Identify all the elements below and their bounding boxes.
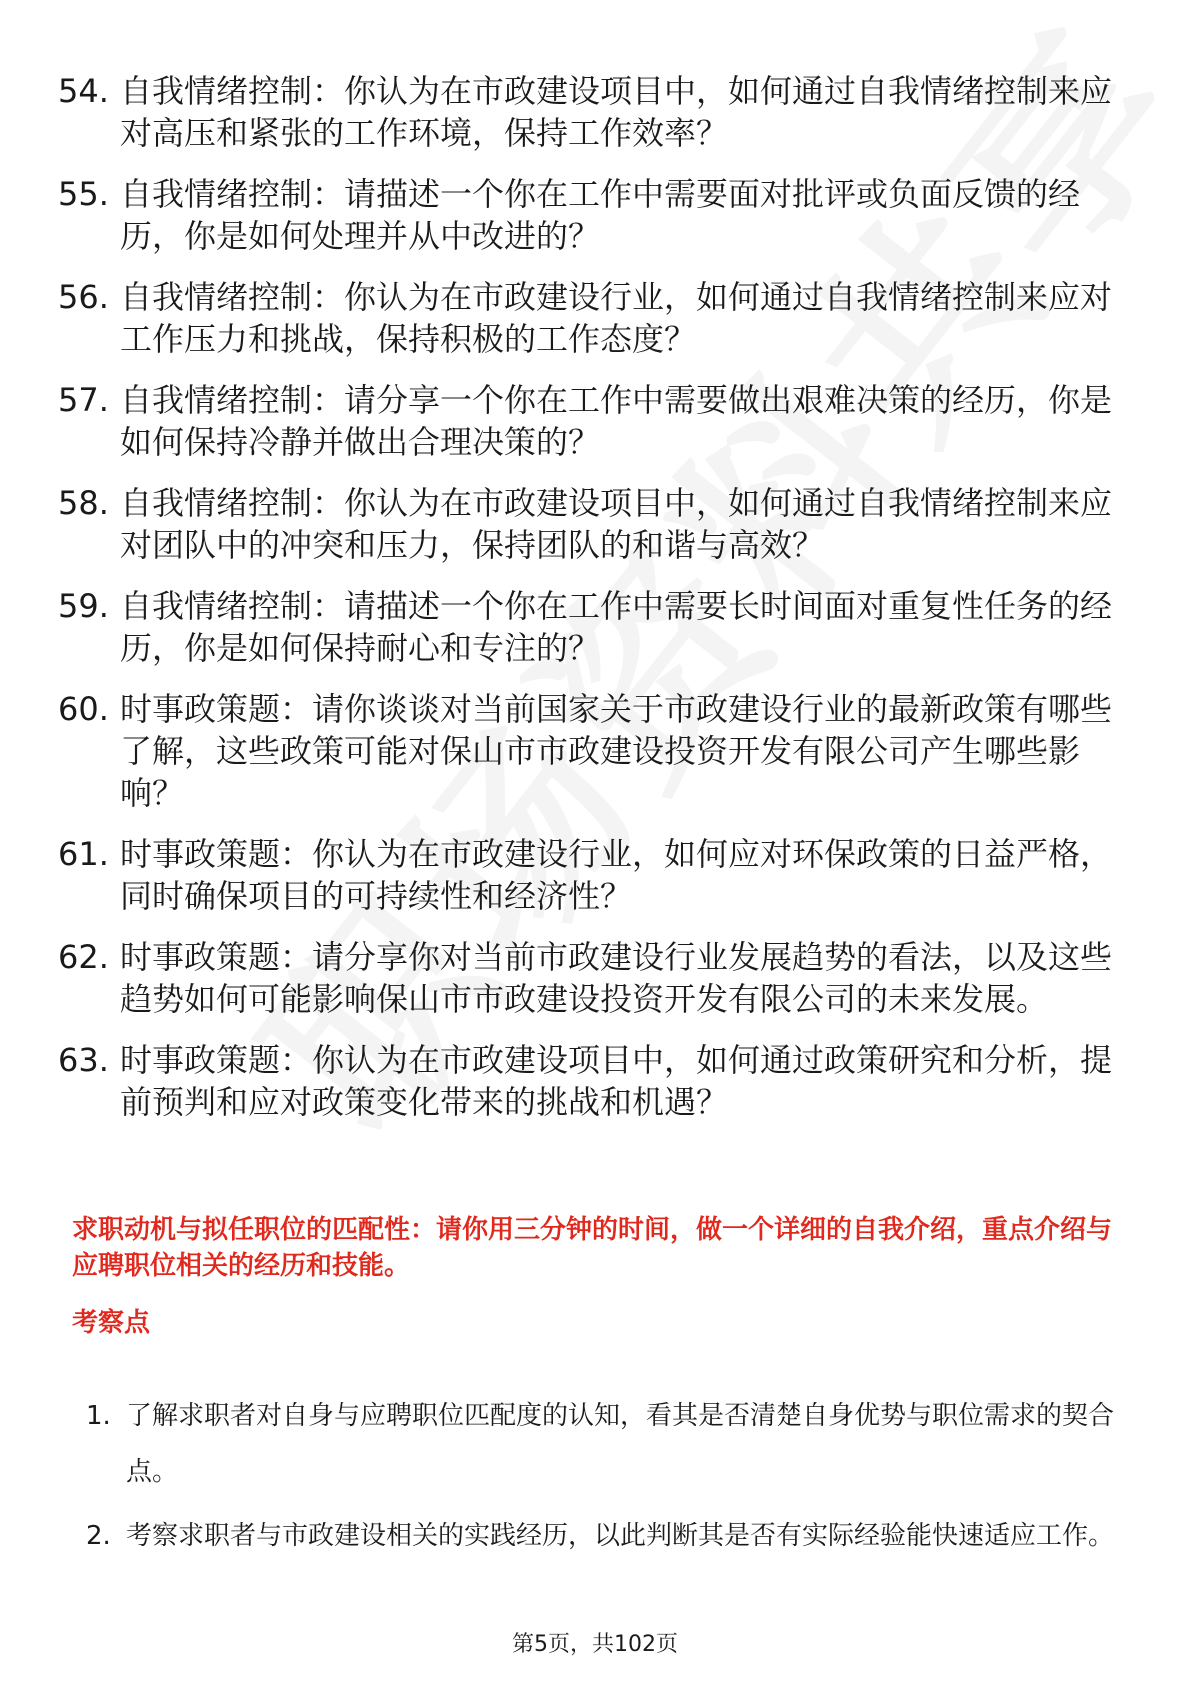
question-text: 自我情绪控制：你认为在市政建设项目中，如何通过自我情绪控制来应对高压和紧张的工作环境，保持工作效率？ (120, 72, 1113, 152)
motivation-question: 求职动机与拟任职位的匹配性：请你用三分钟的时间，做一个详细的自我介绍，重点介绍与应聘职位相关的经历和技能。 (72, 1215, 1113, 1281)
point-text: 了解求职者对自身与应聘职位匹配度的认知，看其是否清楚自身优势与职位需求的契合点。 (126, 1401, 1115, 1487)
question-number: 63. (58, 1041, 109, 1079)
examine-points-heading: 考察点 (72, 1308, 151, 1338)
question-item (58, 173, 1118, 257)
question-text: 自我情绪控制：请描述一个你在工作中需要长时间面对重复性任务的经历，你是如何保持耐心和专注的？ (120, 587, 1113, 667)
question-item (58, 70, 1118, 154)
question-item (58, 688, 1118, 814)
question-item (58, 833, 1118, 917)
point-number: 1. (86, 1401, 111, 1431)
question-text: 时事政策题：请分享你对当前市政建设行业发展趋势的看法，以及这些趋势如何可能影响保山市市政建设投资开发有限公司的未来发展。 (120, 938, 1113, 1018)
question-number: 54. (58, 72, 109, 110)
question-item (58, 276, 1118, 360)
question-list (58, 70, 1118, 1142)
page-footer: 第5页，共102页 (512, 1632, 678, 1657)
question-text: 自我情绪控制：你认为在市政建设行业，如何通过自我情绪控制来应对工作压力和挑战，保持积极的工作态度？ (120, 278, 1113, 358)
question-number: 61. (58, 835, 109, 873)
question-text: 自我情绪控制：你认为在市政建设项目中，如何通过自我情绪控制来应对团队中的冲突和压力，保持团队的和谐与高效？ (120, 484, 1113, 564)
point-number: 2. (86, 1521, 111, 1551)
question-item (58, 585, 1118, 669)
question-text: 自我情绪控制：请分享一个你在工作中需要做出艰难决策的经历，你是如何保持冷静并做出合理决策的？ (120, 381, 1113, 461)
examine-point-item (86, 1508, 1118, 1564)
examine-point-item (86, 1388, 1118, 1500)
question-number: 58. (58, 484, 109, 522)
question-number: 60. (58, 690, 109, 728)
question-number: 57. (58, 381, 109, 419)
point-text: 考察求职者与市政建设相关的实践经历，以此判断其是否有实际经验能快速适应工作。 (126, 1521, 1115, 1551)
question-number: 62. (58, 938, 109, 976)
question-text: 自我情绪控制：请描述一个你在工作中需要面对批评或负面反馈的经历，你是如何处理并从中改进的？ (120, 175, 1081, 255)
question-item (58, 1039, 1118, 1123)
question-item (58, 936, 1118, 1020)
question-item (58, 482, 1118, 566)
examine-points-list (86, 1388, 1118, 1572)
question-text: 时事政策题：请你谈谈对当前国家关于市政建设行业的最新政策有哪些了解，这些政策可能对保山市市政建设投资开发有限公司产生哪些影响？ (120, 690, 1113, 812)
question-number: 55. (58, 175, 109, 213)
question-number: 56. (58, 278, 109, 316)
question-item (58, 379, 1118, 463)
question-text: 时事政策题：你认为在市政建设项目中，如何通过政策研究和分析，提前预判和应对政策变化带来的挑战和机遇？ (120, 1041, 1113, 1121)
question-text: 时事政策题：你认为在市政建设行业，如何应对环保政策的日益严格，同时确保项目的可持续性和经济性？ (120, 835, 1113, 915)
question-number: 59. (58, 587, 109, 625)
